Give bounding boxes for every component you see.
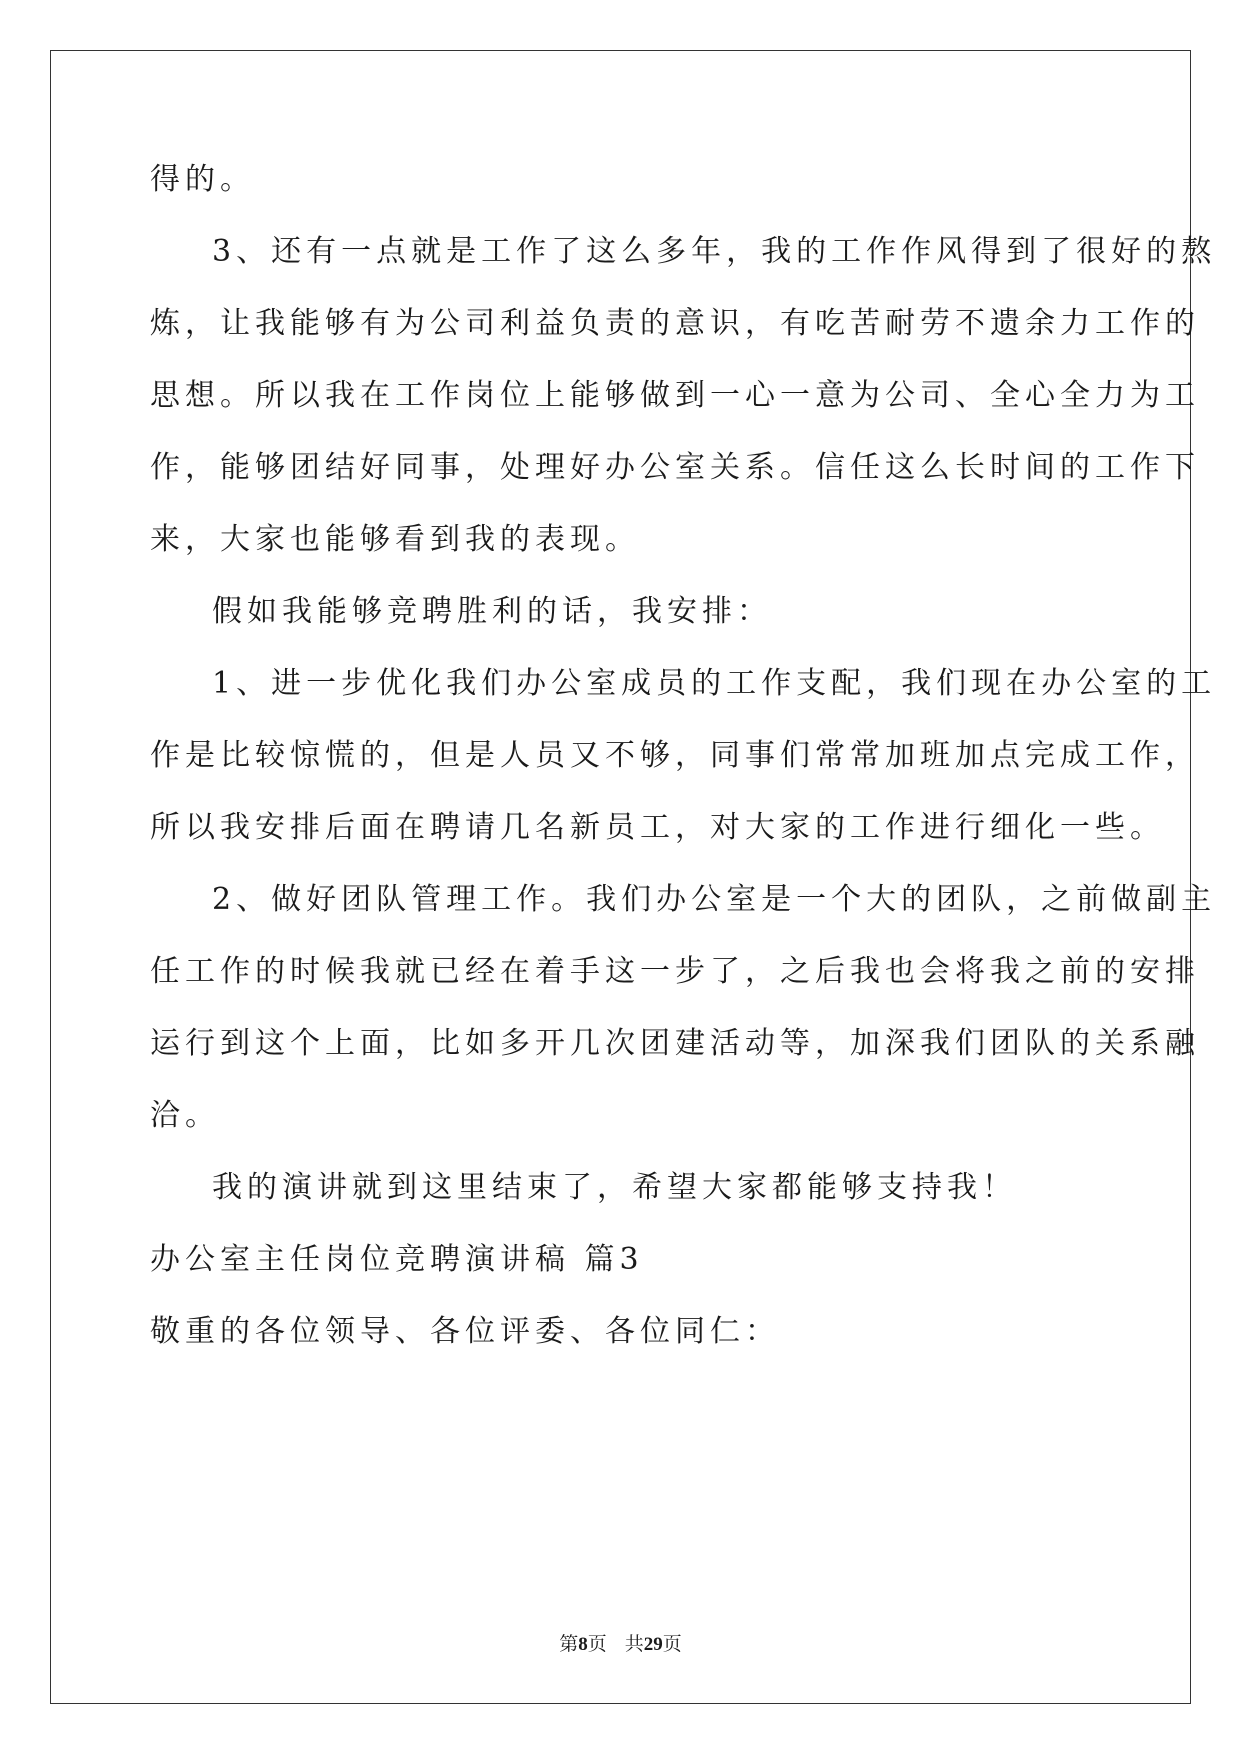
text-line: 来，大家也能够看到我的表现。: [150, 522, 640, 557]
text-line: 炼，让我能够有为公司利益负责的意识，有吃苦耐劳不遗余力工作的: [150, 306, 1200, 341]
text-line: 任工作的时候我就已经在着手这一步了，之后我也会将我之前的安排: [150, 954, 1200, 989]
text-line: 运行到这个上面，比如多开几次团建活动等，加深我们团队的关系融: [150, 1026, 1200, 1061]
text-line: 我的演讲就到这里结束了，希望大家都能够支持我！: [212, 1170, 1017, 1205]
page-border: [50, 50, 1191, 1704]
total-page-number: 29: [643, 1634, 663, 1655]
salutation: 敬重的各位领导、各位评委、各位同仁：: [150, 1314, 780, 1349]
text-line: 洽。: [150, 1098, 220, 1133]
text-line: 3、还有一点就是工作了这么多年，我的工作作风得到了很好的熬: [212, 234, 1217, 269]
text-line: 思想。所以我在工作岗位上能够做到一心一意为公司、全心全力为工: [150, 378, 1200, 413]
text-line: 得的。: [150, 162, 255, 197]
text-line: 2、做好团队管理工作。我们办公室是一个大的团队，之前做副主: [212, 882, 1217, 917]
text-line: 作是比较惊慌的，但是人员又不够，同事们常常加班加点完成工作，: [150, 738, 1200, 773]
footer-total-prefix: 共: [624, 1633, 644, 1655]
footer-prefix: 第: [559, 1633, 579, 1655]
footer-page-unit: 页: [587, 1633, 607, 1655]
text-line: 作，能够团结好同事，处理好办公室关系。信任这么长时间的工作下: [150, 450, 1200, 485]
footer-total-unit: 页: [662, 1633, 682, 1655]
section-heading: 办公室主任岗位竞聘演讲稿 篇3: [150, 1242, 644, 1277]
current-page-number: 8: [578, 1634, 588, 1655]
page-footer: [0, 1632, 1241, 1657]
text-line: 1、进一步优化我们办公室成员的工作支配，我们现在办公室的工: [212, 666, 1217, 701]
text-line: 所以我安排后面在聘请几名新员工，对大家的工作进行细化一些。: [150, 810, 1165, 845]
text-line: 假如我能够竞聘胜利的话，我安排：: [212, 594, 772, 629]
